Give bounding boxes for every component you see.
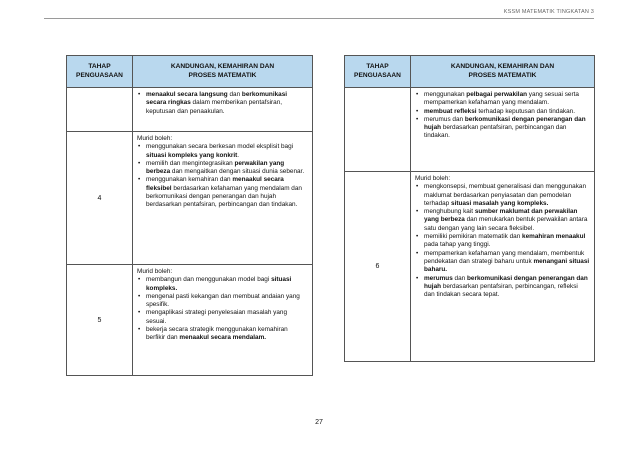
murid-boleh-heading: Murid boleh: [137, 268, 173, 275]
bullet-list [415, 183, 590, 299]
bullet-list [137, 276, 308, 342]
running-header: KSSM MATEMATIK TINGKATAN 3 [503, 9, 594, 15]
col-header-kandungan: KANDUNGAN, KEMAHIRAN DAN PROSES MATEMATIK [411, 56, 595, 88]
descriptor-cell [133, 132, 313, 265]
descriptor-cell [133, 265, 313, 376]
level-4-cell: 4 [67, 132, 133, 265]
bullet-item: • membangun dan menggunakan model bagi situasi kompleks. [137, 276, 308, 293]
level-cell-empty [345, 88, 411, 172]
bullet-item: • merumus dan berkomunikasi dengan penerangan dan hujah berdasarkan pentafsiran, perbincangan dan tindakan. [415, 116, 590, 141]
bullet-item: • mengenal pasti kekangan dan membuat andaian yang spesifik. [137, 293, 308, 310]
bullet-item: • mempamerkan kefahaman yang mendalam, membentuk pendekatan dan strategi baharu untuk menangani situasi baharu. [415, 250, 590, 275]
bullet-list [137, 91, 308, 116]
level-5-cell: 5 [67, 265, 133, 376]
bullet-item: • memiliki pemikiran matematik dan kemahiran menaakul pada tahap yang tinggi. [415, 233, 590, 250]
murid-boleh-heading: Murid boleh: [415, 175, 451, 182]
col-header-kandungan: KANDUNGAN, KEMAHIRAN DAN PROSES MATEMATIK [133, 56, 313, 88]
level-cell-empty [67, 88, 133, 132]
bullet-item: • menghubung kait sumber maklumat dan perwakilan yang berbeza dan menukarkan bentuk perwakilan antara satu dengan yang lain secara fleksibel. [415, 208, 590, 233]
level-6-cell: 6 [345, 172, 411, 362]
bullet-item: • menggunakan pelbagai perwakilan yang sesuai serta mempamerkan kefahaman yang mendalam. [415, 91, 590, 108]
bullet-item: • merumus dan berkomunikasi dengan penerangan dan hujah berdasarkan pentafsiran, perbincangan, refleksi dan tindakan secara tepat. [415, 275, 590, 300]
bullet-item: • memilih dan mengintegrasikan perwakilan yang berbeza dan mengaitkan dengan situasi dunia sebenar. [137, 160, 308, 177]
murid-boleh-heading: Murid boleh: [137, 135, 173, 142]
bullet-item: • mengaplikasi strategi penyelesaian masalah yang sesuai. [137, 309, 308, 326]
bullet-item: • menggunakan secara berkesan model eksplisit bagi situasi kompleks yang konkrit. [137, 143, 308, 160]
col-header-tahap: TAHAP PENGUASAAN [345, 56, 411, 88]
bullet-item: • bekerja secara strategik menggunakan kemahiran berfikir dan menaakul secara mendalam. [137, 326, 308, 343]
left-table [66, 55, 313, 376]
descriptor-cell [133, 88, 313, 132]
page-number: 27 [315, 419, 323, 426]
bullet-item: • menggunakan kemahiran dan menaakul secara fleksibel berdasarkan kefahaman yang mendalam dan berkomunikasi dengan penerangan dan hujah berdasarkan pentafsiran, perbincangan dan tindakan. [137, 176, 308, 209]
bullet-item: • mengkonsepsi, membuat generalisasi dan menggunakan maklumat berdasarkan penyiasatan dan pemodelan terhadap situasi masalah yang kompleks. [415, 183, 590, 208]
bullet-list [137, 143, 308, 209]
bullet-list [415, 91, 590, 141]
col-header-tahap: TAHAP PENGUASAAN [67, 56, 133, 88]
bullet-item: • membuat refleksi terhadap keputusan dan tindakan. [415, 108, 590, 116]
descriptor-cell [411, 88, 595, 172]
right-table [344, 55, 595, 362]
descriptor-cell [411, 172, 595, 362]
bullet-item: • menaakul secara langsung dan berkomunikasi secara ringkas dalam memberikan pentafsiran, keputusan dan penaakulan. [137, 91, 308, 116]
header-rule [44, 18, 594, 19]
